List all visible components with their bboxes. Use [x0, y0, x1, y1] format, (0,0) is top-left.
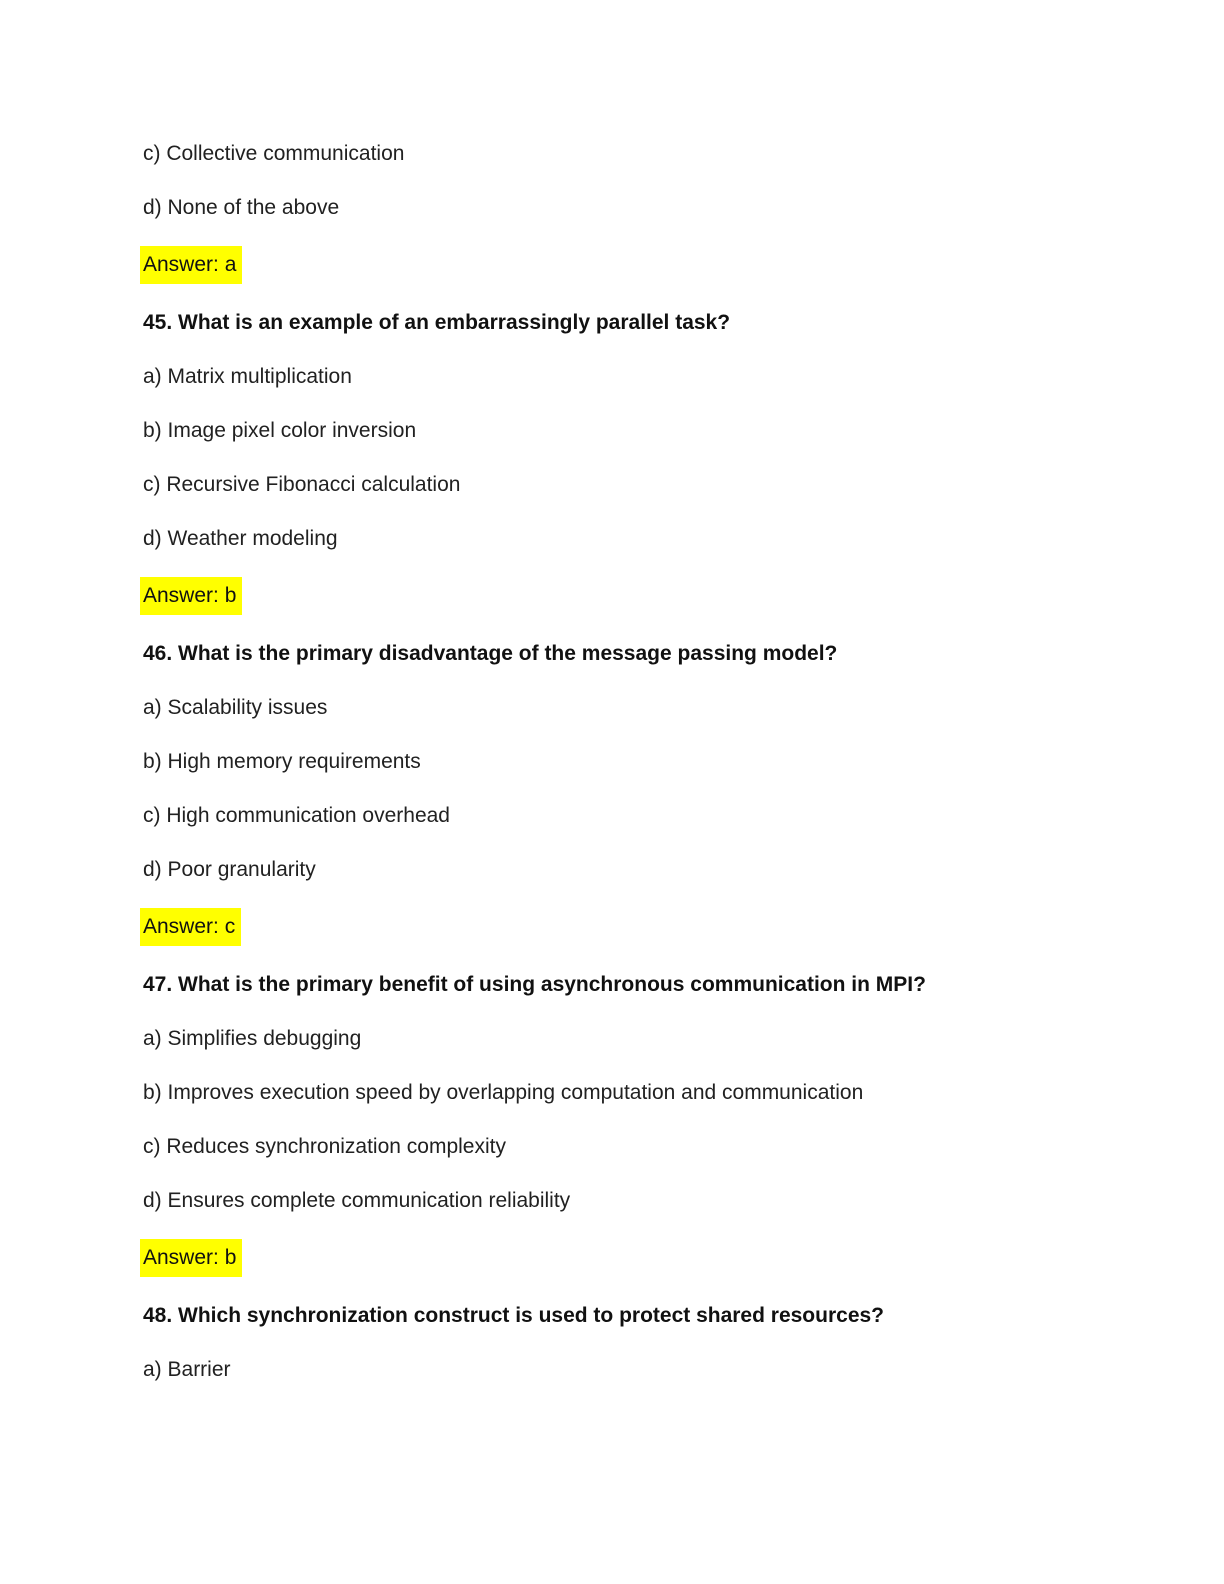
answer-option: c) High communication overhead	[143, 804, 450, 827]
answer-line	[143, 577, 1023, 615]
answer-option: c) Reduces synchronization complexity	[143, 1135, 506, 1158]
question-heading: 45. What is an example of an embarrassingly parallel task?	[143, 311, 731, 334]
answer-option: b) High memory requirements	[143, 750, 421, 773]
question-heading: 47. What is the primary benefit of using asynchronous communication in MPI?	[143, 973, 926, 996]
answer-option: a) Scalability issues	[143, 696, 328, 719]
answer-option: a) Matrix multiplication	[143, 365, 352, 388]
answer-option: c) Recursive Fibonacci calculation	[143, 473, 461, 496]
answer-option: a) Barrier	[143, 1358, 231, 1381]
answer-option: d) Ensures complete communication reliability	[143, 1189, 571, 1212]
answer-option: b) Image pixel color inversion	[143, 419, 417, 442]
answer-highlight: Answer: b	[140, 577, 242, 615]
answer-option: d) Poor granularity	[143, 858, 316, 881]
answer-line	[143, 908, 1023, 946]
answer-option: a) Simplifies debugging	[143, 1027, 362, 1050]
answer-option: c) Collective communication	[143, 142, 405, 165]
question-heading: 46. What is the primary disadvantage of the message passing model?	[143, 642, 838, 665]
question-heading: 48. Which synchronization construct is used to protect shared resources?	[143, 1304, 884, 1327]
answer-line	[143, 246, 1023, 284]
answer-highlight: Answer: c	[140, 908, 241, 946]
answer-highlight: Answer: b	[140, 1239, 242, 1277]
answer-option: d) Weather modeling	[143, 527, 338, 550]
answer-highlight: Answer: a	[140, 246, 242, 284]
answer-option: b) Improves execution speed by overlapping computation and communication	[143, 1081, 864, 1104]
answer-option: d) None of the above	[143, 196, 340, 219]
answer-line	[143, 1239, 1023, 1277]
document-content	[143, 138, 1023, 1385]
